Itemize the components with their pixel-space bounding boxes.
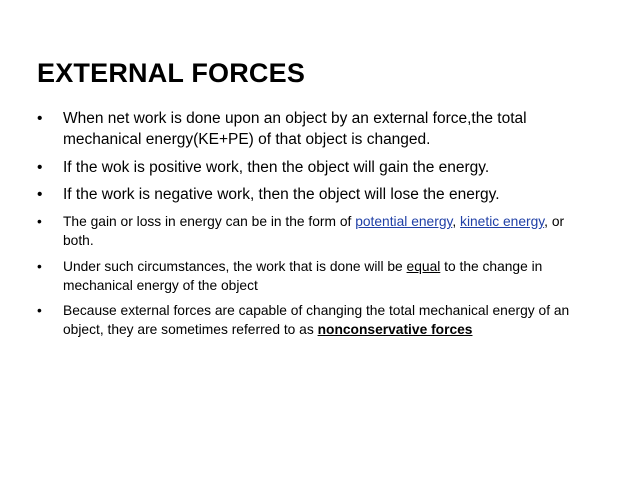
slide-title: EXTERNAL FORCES <box>37 58 306 88</box>
nonconservative-forces-emphasis: nonconservative forces <box>317 322 473 337</box>
bullet-text-part: The gain or loss in energy can be in the form of <box>63 214 356 229</box>
bullet-item <box>37 184 597 205</box>
bullet-text: When net work is done upon an object by an external force,the total mechanical energy(KE+PE) of that object is changed. <box>63 110 527 148</box>
bullet-marker: • <box>37 303 42 318</box>
bullet-text <box>63 214 564 248</box>
bullet-text-part: , <box>452 214 461 229</box>
bullet-item <box>37 212 597 250</box>
potential-energy-link[interactable]: potential energy <box>355 214 453 229</box>
bullet-marker: • <box>37 110 43 127</box>
equal-emphasis: equal <box>406 259 441 274</box>
bullet-text: If the work is negative work, then the object will lose the energy. <box>63 186 500 203</box>
kinetic-energy-link[interactable]: kinetic energy <box>460 214 545 229</box>
bullet-text <box>63 303 569 337</box>
bullet-text-part: to the change in mechanical energy of the object <box>63 259 543 293</box>
bullet-item <box>37 108 597 150</box>
bullet-list <box>37 108 597 339</box>
bullet-text <box>63 259 542 293</box>
bullet-item <box>37 301 597 339</box>
bullet-text-part: , or both. <box>63 214 565 248</box>
bullet-marker: • <box>37 186 43 203</box>
bullet-marker: • <box>37 214 42 229</box>
bullet-item <box>37 157 597 178</box>
bullet-marker: • <box>37 259 42 274</box>
bullet-item <box>37 257 597 295</box>
bullet-text: If the wok is positive work, then the object will gain the energy. <box>63 159 490 176</box>
bullet-marker: • <box>37 159 43 176</box>
bullet-text-part: Under such circumstances, the work that is done will be <box>63 259 407 274</box>
bullet-text-part: Because external forces are capable of changing the total mechanical energy of an object, they are sometimes referred to as <box>63 303 570 337</box>
